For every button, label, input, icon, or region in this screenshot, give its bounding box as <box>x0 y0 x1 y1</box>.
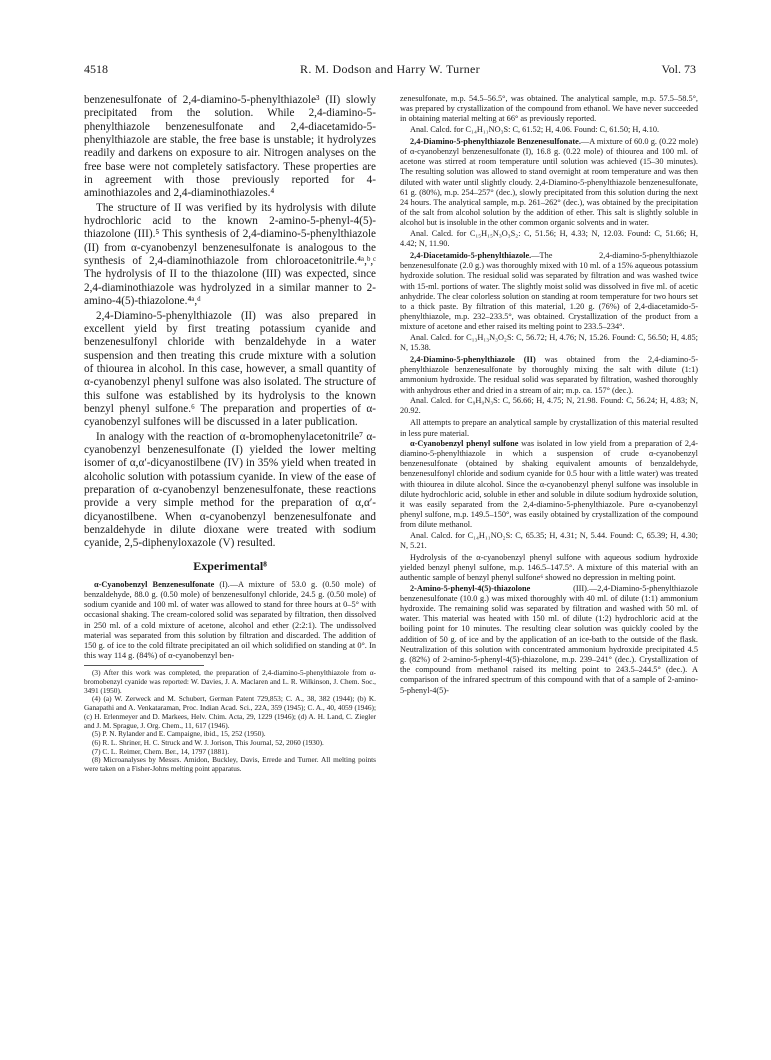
paragraph-text: —The 2,4-diamino-5-phenylthiazole benzenesulfonate (2.0 g.) was thoroughly mixed with 10 ml. of a 15% aqueous potassium hydroxide solution. The residual solid was separated by filtration and was washed twice with 15-ml. portions of water. The slightly moist solid was dissolved in five ml. of acetic anhydride. The clear colorless solution on standing at room temperature for two hours set to a thick paste. By filtration of this material, 1.20 g. (76%) of 2,4-diacetamido-5-phenylthiazole, m.p. 232–233.5°, was obtained. Crystallization of the product from a mixture of acetone and ether raised its melting point to 233.5–234°. <box>400 251 698 332</box>
compound-name: 2,4-Diacetamido-5-phenylthiazole. <box>410 251 532 261</box>
analysis-line: Anal. Calcd. for C₁₄H₁₁NO₃S: C, 61.52; H, 4.06. Found: C, 61.50; H, 4.10. <box>410 124 660 134</box>
footnote: (7) C. L. Reimer, Chem. Ber., 14, 1797 (1881). <box>92 746 230 756</box>
paragraph-text: was obtained from the 2,4-diamino-5-phenylthiazole benzenesulfonate by thoroughly mixing the salt with dilute (1:1) ammonium hydroxide. The residual solid was separated by filtration, washed thoroughly with anhydrous ether and dried in a stream of air; m.p. ca. 157° (dec.). <box>400 355 698 395</box>
analysis-line: Anal. Calcd. for C₁₃H₁₃N₃O₂S: C, 56.72; H, 4.76; N, 15.26. Found: C, 56.50; H, 4.85; N, 15.38. <box>400 332 698 352</box>
footnote: (3) After this work was completed, the preparation of 2,4-diamino-5-phenylthiazole from α-bromobenzyl cyanide was reported: W. Davies, J. A. Maclaren and L. R. Wilkinson, J. Chem. Soc., 3491 (1950). <box>84 668 376 695</box>
analysis-line: Anal. Calcd. for C₉H₉N₃S: C, 56.66; H, 4.75; N, 21.98. Found: C, 56.24; H, 4.83; N, 20.92. <box>400 395 698 416</box>
page-header <box>84 62 696 78</box>
compound-name: 2,4-Diamino-5-phenylthiazole Benzenesulfonate. <box>410 136 581 146</box>
paragraph: zenesulfonate, m.p. 54.5–56.5°, was obtained. The analytical sample, m.p. 57.5–58.5°, was prepared by crystallization of the compound from ethanol. We have never succeeded in obtaining material melting at 66° as previously reported. <box>400 94 698 124</box>
right-column <box>400 94 698 696</box>
compound-name: α-Cyanobenzyl phenyl sulfone <box>410 438 519 448</box>
running-title: R. M. Dodson and Harry W. Turner <box>300 62 480 76</box>
footnote: (4) (a) W. Zerweck and M. Schubert, German Patent 729,853; C. A., 38, 382 (1944); (b) K. Ganapathi and A. Venkataraman, Proc. Indian Acad. Sci., 22A, 359 (1945); C. A., 40, 4059 (1946); (c) H. Erlenmeyer and D. Markees, Helv. Chim. Acta, 29, 1229 (1946); (d) A. H. Land, C. Ziegler and J. M. Sprague, J. Org. Chem., 11, 617 (1946). <box>84 694 376 730</box>
paragraph <box>84 580 376 662</box>
paragraph <box>400 584 698 696</box>
footnote: (8) Microanalyses by Messrs. Amidon, Buckley, Davis, Errede and Turner. All melting points were taken on a Fisher-Johns melting point apparatus. <box>84 755 376 774</box>
paragraph-text: (III).—2,4-Diamino-5-phenylthiazole benzenesulfonate (10.0 g.) was mixed thoroughly with 40 ml. of dilute (1:1) ammonium hydroxide. The remaining solid was separated by filtration and washed with 50 ml. of water. This material was heated with 150 ml. of dilute (1:2) hydrochloric acid at the boiling point for 10 minutes. The resulting clear solution was quickly cooled by the addition of 50 g. of ice and by the application of an ice-bath to the outside of the flask. Neutralization of this solution with concentrated ammonium hydroxide precipitated 4.5 g. (82%) of 2-amino-5-phenyl-4(5)-thiazolone, m.p. 239–241° (dec.). Crystallization of the compound from methanol raised its melting point to 243.5–244.5° (dec.). A comparison of the infrared spectrum of this compound with that of a sample of 2-amino-5-phenyl-4(5)- <box>400 583 698 695</box>
analysis-line: Anal. Calcd. for C₁₄H₁₁NO₂S: C, 65.35; H, 4.31; N, 5.44. Found: C, 65.39; H, 4.30; N, 5.21. <box>400 530 698 550</box>
footnote: (6) R. L. Shriner, H. C. Struck and W. J. Jorison, This Journal, 52, 2060 (1930). <box>92 737 324 747</box>
paragraph-text: was isolated in low yield from a preparation of 2,4-diamino-5-phenylthiazole in which a suspension of crude α-cyanobenzyl benzenesulfonate (obtained by shaking equivalent amounts of benzaldehyde, benzenesulfonyl chloride and sodium cyanide for 0.5 hour with a little water) was treated with thiourea in dilute alcohol. Since the α-cyanobenzyl phenyl sulfone was insoluble in dilute hydrochloric acid, soluble in ether and soluble in dilute sodium hydroxide solution, it was easily separated from the 2,4-diamino-5-phenylthiazole. Pure α-cyanobenzyl phenyl sulfone, m.p. 149.5–150°, was easily obtained by crystallization of the compound from dilute methanol. <box>400 438 698 530</box>
paragraph: The structure of II was verified by its hydrolysis with dilute hydrochloric acid to the known 2-amino-5-phenyl-4(5)-thiazolone (III).⁵ This synthesis of 2,4-diamino-5-phenylthiazole (II) from α-cyanobenzyl benzenesulfonate is analogous to the synthesis of 2,4-diaminothiazole from chloroacetonitrile.⁴ᵃ,ᵇ,ᶜ The hydrolysis of II to the thiazolone (III) was expected, since 2,4-diaminothiazole was hydrolyzed in a similar manner to 2-amino-4(5)-thiazolone.⁴ᵃ,ᵈ <box>84 201 376 308</box>
volume-label: Vol. 73 <box>661 62 696 76</box>
paragraph <box>400 137 698 229</box>
paragraph: All attempts to prepare an analytical sample by crystallization of this material resulted in less pure material. <box>400 418 698 438</box>
paragraph: benzenesulfonate of 2,4-diamino-5-phenylthiazole³ (II) slowly precipitated from the solution. While 2,4-diamino-5-phenylthiazole benzenesulfonate and 2,4-diacetamido-5-phenylthiazole are stable, the free base is unstable; it hydrolyzes readily and darkens on exposure to air. Nitrogen analyses on the free base were not completely satisfactory. These properties are in agreement with those previously reported for 4-aminothiazoles and 2,4-diaminothiazoles.⁴ <box>84 94 376 200</box>
footnote: (5) P. N. Rylander and E. Campaigne, ibid., 15, 252 (1950). <box>92 729 266 739</box>
page-number: 4518 <box>84 62 108 76</box>
paragraph <box>400 439 698 531</box>
analysis-line: Anal. Calcd. for C₁₅H₁₅N₃O₃S₂: C, 51.56; H, 4.33; N, 12.03. Found: C, 51.66; H, 4.42; N, 11.90. <box>400 228 698 248</box>
paragraph-text: —A mixture of 60.0 g. (0.22 mole) of α-cyanobenzyl benzenesulfonate (I), 16.8 g. (0.22 mole) of thiourea and 100 ml. of acetone was stirred at room temperature until solution was achieved (15–30 minutes). The resulting solution was allowed to stand overnight at room temperature and was then diluted with water until slightly cloudy. 2,4-Diamino-5-phenylthiazole benzenesulfonate, 61 g. (80%), m.p. 254–257° (dec.), slowly precipitated from this solution during the next 24 hours. The analytical sample, m.p. 261–262° (dec.), was obtained by the precipitation of the salt from alcohol solution by the addition of ether. This salt is slightly soluble in alcohol but is insoluble in the other common organic solvents and in water. <box>400 136 699 228</box>
paragraph <box>400 355 698 396</box>
compound-name: α-Cyanobenzyl Benzenesulfonate <box>94 579 215 589</box>
left-column <box>84 94 376 774</box>
section-heading-experimental: Experimental⁸ <box>193 558 267 573</box>
compound-name: 2-Amino-5-phenyl-4(5)-thiazolone <box>410 583 531 593</box>
compound-name: 2,4-Diamino-5-phenylthiazole (II) <box>410 355 536 365</box>
paragraph: In analogy with the reaction of α-bromophenylacetonitrile⁷ α-cyanobenzyl benzenesulfonate (I) yielded the lower melting isomer of α,α′-dicyanostilbene (IV) in 35% yield when treated in alcoholic solution with potassium cyanide. In view of the ease of preparation of α-cyanobenzyl benzenesulfonate, these reactions provide a very simple method for the preparation of α,α′-dicyanostilbene. When α-cyanobenzyl benzenesulfonate and benzaldehyde in dilute dioxane were treated with sodium cyanide, 2,5-diphenyloxazole (V) resulted. <box>84 430 376 550</box>
paragraph: 2,4-Diamino-5-phenylthiazole (II) was also prepared in excellent yield by first treating potassium cyanide and benzenesulfonyl chloride with benzaldehyde in a water suspension and then treating this crude mixture with a solution of thiourea in alcohol. In this case, however, a small quantity of α-cyanobenzyl phenyl sulfone was also isolated. The structure of this sulfone was established by its hydrolysis to the known benzyl phenyl sulfone.⁶ The preparation and properties of α-cyanobenzyl sulfones will be discussed in a later publication. <box>84 309 376 429</box>
footnotes <box>84 669 376 773</box>
paragraph-text: (I).—A mixture of 53.0 g. (0.50 mole) of benzaldehyde, 88.0 g. (0.50 mole) of benzenesulfonyl chloride, 24.5 g. (0.50 mole) of sodium cyanide and 100 ml. of water was allowed to stand for three hours at 0–5° with occasional shaking. The cream-colored solid was separated by filtration, then dissolved in 250 ml. of a cold mixture of acetone, alcohol and ether (2:2:1). The undissolved material was separated from this solution by filtration and discarded. The addition of 150 g. of ice to the cold filtrate precipitated an oil which solidified on standing at 0°. In this way 114 g. (84%) of α-cyanobenzyl ben- <box>84 579 377 661</box>
paragraph: Hydrolysis of the α-cyanobenzyl phenyl sulfone with aqueous sodium hydroxide yielded benzyl phenyl sulfone, m.p. 146.5–147.5°. A mixture of this material with an authentic sample of benzyl phenyl sulfone⁶ showed no depression in melting point. <box>400 552 698 583</box>
paragraph <box>400 251 698 333</box>
